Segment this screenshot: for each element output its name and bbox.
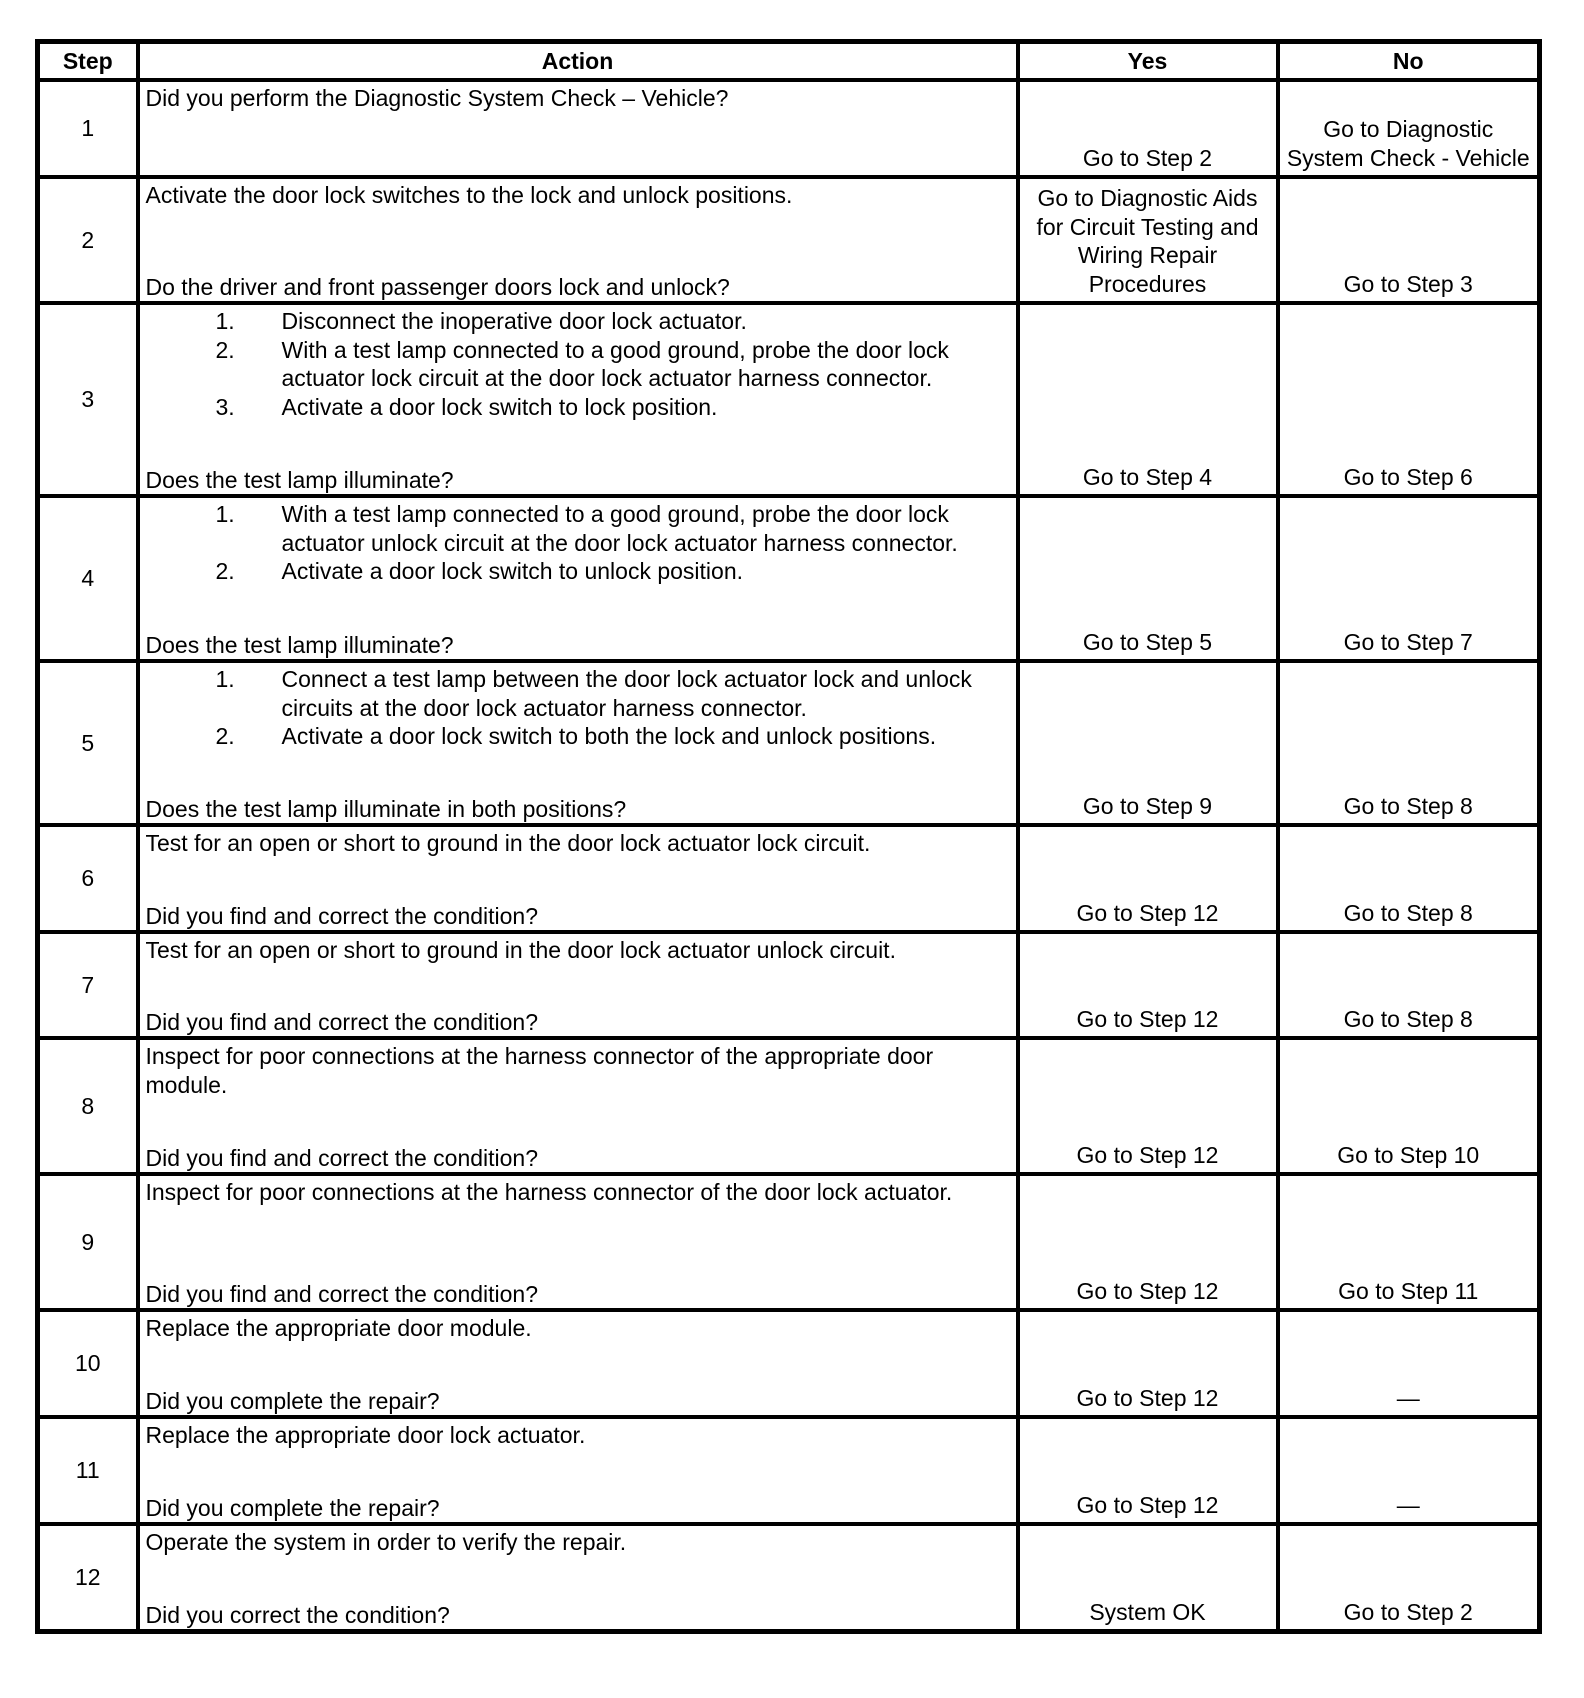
action-instruction: Inspect for poor connections at the harness connector of the appropriate door module. [145,1043,934,1098]
action-cell [138,1310,1018,1417]
no-result: Go to Step 11 [1278,1174,1540,1310]
yes-result: Go to Step 5 [1018,496,1278,661]
substep-item [146,307,1010,336]
no-result: Go to Step 8 [1278,825,1540,932]
action-cell [138,661,1018,825]
no-result: Go to Diagnostic System Check - Vehicle [1278,80,1540,177]
substep-text: Activate a door lock switch to unlock position. [281,558,744,584]
substep-text: With a test lamp connected to a good ground, probe the door lock actuator lock circuit at the door lock actuator harness connector. [281,336,949,391]
header-action: Action [138,42,1018,81]
action-question: Do the driver and front passenger doors lock and unlock? [145,273,730,300]
substep-number: 1. [215,501,235,527]
substep-number: 2. [215,558,235,584]
action-instruction: Test for an open or short to ground in the door lock actuator unlock circuit. [145,937,896,963]
action-instructions [146,936,1010,965]
action-instructions [146,181,1010,210]
action-instructions [146,1314,1010,1343]
substep-text: Activate a door lock switch to lock position. [281,393,718,420]
table-header-row [38,42,1540,81]
action-cell [138,303,1018,496]
action-instruction: Replace the appropriate door lock actuator. [145,1422,586,1448]
substep-number: 2. [215,723,235,749]
action-cell [138,932,1018,1038]
action-question: Did you complete the repair? [145,1494,440,1521]
step-number: 2 [38,177,138,303]
action-instruction: Activate the door lock switches to the lock and unlock positions. [145,182,793,208]
table-row [38,1174,1540,1310]
substep-number: 1. [215,666,235,692]
no-result: Go to Step 8 [1278,661,1540,825]
action-question: Did you find and correct the condition? [145,1144,539,1171]
action-instructions [146,1042,1010,1099]
step-number: 6 [38,825,138,932]
substep-item [146,557,1010,586]
action-cell [138,80,1018,177]
step-number: 11 [38,1417,138,1524]
table-row [38,825,1540,932]
action-instruction: Replace the appropriate door module. [145,1315,532,1341]
action-instructions [146,500,1010,586]
substep-item [146,336,1010,393]
substep-text: Activate a door lock switch to both the lock and unlock positions. [281,723,937,749]
yes-result: Go to Step 12 [1018,825,1278,932]
action-cell [138,825,1018,932]
action-cell [138,496,1018,661]
table-row [38,80,1540,177]
table-row [38,303,1540,496]
substep-item [146,500,1010,557]
action-instructions [146,829,1010,858]
action-cell [138,1174,1018,1310]
yes-result: Go to Step 12 [1018,1310,1278,1417]
substep-number: 1. [215,308,235,334]
substep-number: 3. [215,393,235,420]
yes-result: System OK [1018,1524,1278,1632]
action-instructions [146,307,1010,421]
table-row [38,1038,1540,1174]
yes-result: Go to Diagnostic Aids for Circuit Testing and Wiring Repair Procedures [1018,177,1278,303]
action-question: Did you find and correct the condition? [145,902,539,929]
step-number: 4 [38,496,138,661]
action-instructions [146,1528,1010,1557]
step-number: 8 [38,1038,138,1174]
no-result: Go to Step 8 [1278,932,1540,1038]
table-row [38,1310,1540,1417]
table-row [38,1524,1540,1632]
action-instruction: Inspect for poor connections at the harness connector of the door lock actuator. [145,1179,953,1205]
action-instructions [146,665,1010,751]
no-result: Go to Step 2 [1278,1524,1540,1632]
substep-item [146,665,1010,722]
table-body [38,80,1540,1632]
yes-result: Go to Step 12 [1018,1174,1278,1310]
no-result: — [1278,1310,1540,1417]
action-question: Did you correct the condition? [145,1601,450,1628]
action-instructions [146,1421,1010,1450]
action-substeps [146,500,1010,586]
action-substeps [146,665,1010,751]
action-cell [138,1417,1018,1524]
action-question: Does the test lamp illuminate in both positions? [145,795,627,822]
no-result: Go to Step 3 [1278,177,1540,303]
substep-text: Disconnect the inoperative door lock actuator. [281,308,747,334]
step-number: 7 [38,932,138,1038]
step-number: 10 [38,1310,138,1417]
table-row [38,661,1540,825]
yes-result: Go to Step 2 [1018,80,1278,177]
action-instruction: Did you perform the Diagnostic System Check – Vehicle? [145,85,729,111]
table-row [38,177,1540,303]
no-result: — [1278,1417,1540,1524]
action-instruction: Test for an open or short to ground in the door lock actuator lock circuit. [145,830,871,856]
yes-result: Go to Step 12 [1018,932,1278,1038]
yes-result: Go to Step 12 [1018,1417,1278,1524]
step-number: 9 [38,1174,138,1310]
action-instruction: Operate the system in order to verify the repair. [145,1529,627,1555]
yes-result: Go to Step 4 [1018,303,1278,496]
yes-result: Go to Step 12 [1018,1038,1278,1174]
action-cell [138,1524,1018,1632]
no-result: Go to Step 6 [1278,303,1540,496]
step-number: 1 [38,80,138,177]
header-no: No [1278,42,1540,81]
step-number: 12 [38,1524,138,1632]
action-cell [138,177,1018,303]
step-number: 5 [38,661,138,825]
substep-item [146,722,1010,751]
action-instructions [146,1178,1010,1207]
action-question: Did you find and correct the condition? [145,1280,539,1307]
substep-text: With a test lamp connected to a good ground, probe the door lock actuator unlock circuit at the door lock actuator harness connector. [281,501,958,556]
action-question: Does the test lamp illuminate? [145,631,454,658]
header-yes: Yes [1018,42,1278,81]
header-step: Step [38,42,138,81]
yes-result: Go to Step 9 [1018,661,1278,825]
action-substeps [146,307,1010,421]
table-row [38,1417,1540,1524]
substep-item [146,393,1010,422]
no-result: Go to Step 7 [1278,496,1540,661]
action-question: Does the test lamp illuminate? [145,466,454,493]
substep-text: Connect a test lamp between the door lock actuator lock and unlock circuits at the door lock actuator harness connector. [281,666,972,721]
action-instructions [146,84,1010,113]
substep-number: 2. [215,336,235,363]
diagnostic-table [35,39,1542,1634]
action-cell [138,1038,1018,1174]
table-row [38,496,1540,661]
step-number: 3 [38,303,138,496]
action-question: Did you find and correct the condition? [145,1008,539,1035]
table-row [38,932,1540,1038]
no-result: Go to Step 10 [1278,1038,1540,1174]
action-question: Did you complete the repair? [145,1387,440,1414]
